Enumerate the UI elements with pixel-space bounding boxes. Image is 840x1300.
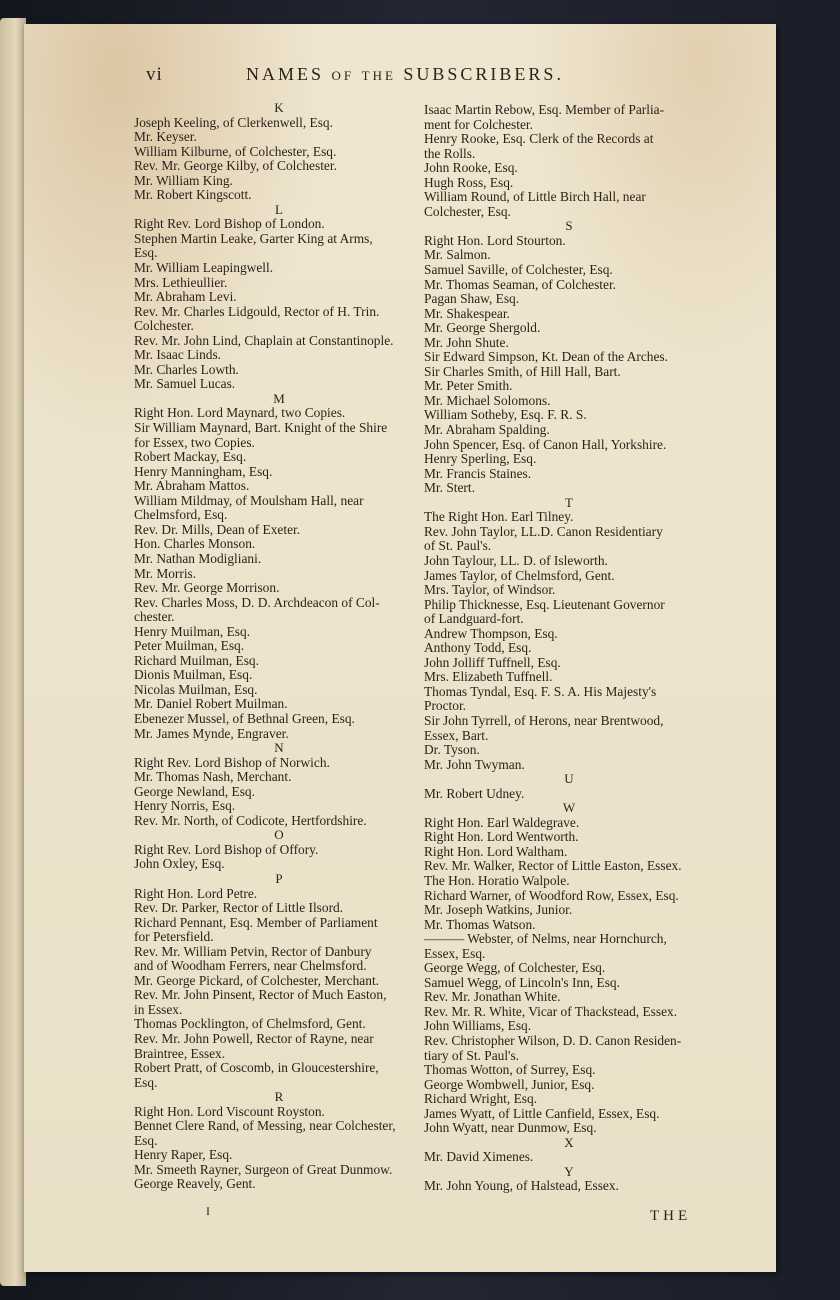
page-number: vi [146, 64, 163, 85]
subscriber-entry: Proctor. [424, 698, 467, 714]
subscribers-column-left [134, 101, 424, 1192]
subscriber-entry: John Jolliff Tuffnell, Esq. [424, 654, 561, 670]
subscriber-entry: John Oxley, Esq. [134, 856, 225, 872]
subscriber-entry: chester. [134, 609, 175, 625]
subscriber-entry: Andrew Thompson, Esq. [424, 625, 558, 641]
subscriber-entry: Mr. Abraham Mattos. [134, 478, 250, 494]
previous-page-edge [0, 18, 26, 1286]
subscriber-entry: Henry Sperling, Esq. [424, 451, 537, 467]
section-letter: K [274, 100, 284, 115]
subscriber-entry: John Williams, Esq. [424, 1018, 532, 1034]
subscriber-entry: Mr. Robert Udney. [424, 785, 525, 801]
subscriber-entry: Sir William Maynard, Bart. Knight of the Shire [134, 420, 388, 436]
subscriber-entry: Joseph Keeling, of Clerkenwell, Esq. [134, 114, 333, 130]
section-letter: N [274, 740, 284, 756]
subscriber-entry: George Newland, Esq. [134, 783, 255, 799]
subscriber-entry: Mr. Isaac Linds. [134, 347, 222, 363]
subscriber-entry: Mr. Shakespear. [424, 305, 510, 321]
subscriber-entry: Mr. George Shergold. [424, 320, 541, 336]
section-letter: P [275, 870, 283, 886]
section-letter: Y [564, 1163, 574, 1179]
subscriber-entry: The Right Hon. Earl Tilney. [424, 509, 574, 525]
subscriber-entry: Mr. David Ximenes. [424, 1149, 534, 1165]
subscriber-entry: Rev. Mr. George Kilby, of Colchester. [134, 158, 337, 174]
subscriber-entry: John Spencer, Esq. of Canon Hall, Yorkshire. [424, 436, 667, 452]
subscriber-entry: Essex, Esq. [424, 945, 486, 961]
subscriber-entry: William Kilburne, of Colchester, Esq. [134, 143, 337, 159]
subscriber-entry: Mr. Smeeth Rayner, Surgeon of Great Dunmow. [134, 1161, 393, 1177]
subscriber-entry: Richard Muilman, Esq. [134, 652, 259, 668]
subscriber-entry: Mr. James Mynde, Engraver. [134, 725, 289, 741]
subscriber-entry: Richard Pennant, Esq. Member of Parliament [134, 914, 378, 930]
section-letter: L [275, 201, 283, 217]
subscriber-entry: of St. Paul's. [424, 538, 492, 554]
subscriber-entry: Rev. Mr. George Morrison. [134, 580, 280, 596]
subscriber-entry: for Petersfield. [134, 929, 214, 945]
subscriber-entry: William Mildmay, of Moulsham Hall, near [134, 492, 364, 508]
subscriber-entry: Mr. Abraham Spalding. [424, 422, 550, 438]
subscriber-entry: in Essex. [134, 1001, 183, 1017]
subscriber-entry: John Rooke, Esq. [424, 160, 518, 176]
subscriber-entry: Thomas Pocklington, of Chelmsford, Gent. [134, 1016, 366, 1032]
subscriber-entry: Sir Edward Simpson, Kt. Dean of the Arches. [424, 349, 668, 365]
subscriber-entry: The Hon. Horatio Walpole. [424, 872, 570, 888]
subscriber-entry: Isaac Martin Rebow, Esq. Member of Parlia- [424, 102, 665, 117]
subscriber-entry: Right Hon. Lord Waltham. [424, 843, 568, 859]
subscriber-entry: ment for Colchester. [424, 116, 533, 132]
page-header [146, 64, 626, 90]
subscriber-entry: Rev. Dr. Parker, Rector of Little Ilsord. [134, 900, 344, 916]
subscriber-entry: Hugh Ross, Esq. [424, 174, 514, 190]
subscriber-entry: Henry Norris, Esq. [134, 798, 236, 814]
subscriber-entry: Henry Raper, Esq. [134, 1147, 233, 1163]
subscriber-entry: Mr. Thomas Nash, Merchant. [134, 769, 292, 785]
section-letter: S [565, 218, 573, 234]
subscriber-entry: Mr. Morris. [134, 565, 197, 581]
subscriber-entry: Dr. Tyson. [424, 742, 480, 758]
subscriber-entry: Mr. John Young, of Halstead, Essex. [424, 1178, 619, 1194]
subscriber-entry: Mr. Keyser. [134, 129, 197, 145]
subscriber-entry: Mr. William King. [134, 172, 233, 188]
subscriber-entry: Hon. Charles Monson. [134, 536, 256, 552]
subscriber-entry: Mr. Joseph Watkins, Junior. [424, 902, 573, 918]
subscriber-entry: James Taylor, of Chelmsford, Gent. [424, 567, 615, 583]
subscriber-entry: Right Hon. Lord Stourton. [424, 232, 566, 248]
subscriber-entry: and of Woodham Ferrers, near Chelmsford. [134, 958, 367, 974]
subscriber-entry: Rev. Mr. Charles Lidgould, Rector of H. Trin. [134, 303, 380, 319]
section-letter: W [562, 800, 576, 816]
subscriber-entry: Mr. William Leapingwell. [134, 260, 274, 276]
subscriber-entry: Mr. Thomas Watson. [424, 916, 536, 932]
subscriber-entry: Mr. Francis Staines. [424, 465, 532, 481]
section-letter: R [274, 1089, 284, 1105]
subscriber-entry: Rev. Christopher Wilson, D. D. Canon Residen- [424, 1033, 682, 1048]
subscriber-entry: Henry Rooke, Esq. Clerk of the Records at [424, 131, 654, 147]
subscriber-entry: ——— Webster, of Nelms, near Hornchurch, [424, 931, 667, 947]
subscriber-entry: Ebenezer Mussel, of Bethnal Green, Esq. [134, 710, 355, 726]
subscriber-entry: Mrs. Taylor, of Windsor. [424, 582, 556, 598]
subscriber-entry: Mr. Stert. [424, 480, 475, 496]
subscriber-entry: John Taylour, LL. D. of Isleworth. [424, 552, 608, 568]
subscriber-entry: Esq. [134, 1132, 158, 1148]
subscriber-entry: Rev. Charles Moss, D. D. Archdeacon of Col- [134, 594, 380, 610]
subscriber-entry: Robert Mackay, Esq. [134, 449, 247, 465]
subscriber-entry: Right Hon. Lord Wentworth. [424, 829, 579, 845]
subscriber-entry: of Landguard-fort. [424, 611, 524, 627]
subscriber-entry: William Sotheby, Esq. F. R. S. [424, 407, 587, 423]
subscriber-entry: Rev. Mr. Walker, Rector of Little Easton, Essex. [424, 858, 682, 874]
subscriber-entry: tiary of St. Paul's. [424, 1047, 520, 1063]
subscriber-entry: Rev. Mr. North, of Codicote, Hertfordshire. [134, 812, 367, 828]
subscriber-entry: the Rolls. [424, 145, 476, 161]
subscriber-entry: Mr. Salmon. [424, 247, 491, 263]
subscriber-entry: Peter Muilman, Esq. [134, 638, 245, 654]
subscriber-entry: Samuel Wegg, of Lincoln's Inn, Esq. [424, 974, 620, 990]
subscriber-entry: Right Rev. Lord Bishop of Offory. [134, 841, 319, 857]
subscriber-entry: Richard Wright, Esq. [424, 1091, 538, 1107]
subscriber-entry: Essex, Bart. [424, 727, 489, 743]
section-letter: O [274, 827, 284, 843]
subscriber-entry: Rev. Mr. John Pinsent, Rector of Much Easton, [134, 987, 387, 1003]
subscriber-entry: for Essex, two Copies. [134, 434, 255, 450]
subscriber-entry: Mrs. Lethieullier. [134, 274, 228, 290]
section-letter: X [564, 1134, 574, 1150]
subscriber-entry: Esq. [134, 1074, 158, 1090]
subscriber-entry: James Wyatt, of Little Canfield, Essex, Esq. [424, 1105, 660, 1121]
subscriber-entry: Henry Muilman, Esq. [134, 623, 251, 639]
subscriber-entry: Dionis Muilman, Esq. [134, 667, 253, 683]
subscriber-entry: Colchester. [134, 318, 194, 334]
subscriber-entry: Thomas Tyndal, Esq. F. S. A. His Majesty's [424, 683, 657, 699]
subscriber-entry: Right Hon. Lord Viscount Royston. [134, 1103, 325, 1119]
subscriber-entry: Mr. Daniel Robert Muilman. [134, 696, 288, 712]
subscriber-entry: Bennet Clere Rand, of Messing, near Colchester, [134, 1118, 396, 1134]
subscriber-entry: Thomas Wotton, of Surrey, Esq. [424, 1062, 596, 1078]
subscriber-entry: Rev. Mr. Jonathan White. [424, 989, 561, 1005]
subscriber-entry: Right Rev. Lord Bishop of Norwich. [134, 754, 330, 770]
subscriber-entry: Rev. Mr. R. White, Vicar of Thackstead, Essex. [424, 1003, 678, 1019]
subscriber-entry: Esq. [134, 245, 158, 261]
subscriber-entry: Mr. John Shute. [424, 334, 509, 350]
subscriber-entry: Rev. Mr. John Powell, Rector of Rayne, near [134, 1031, 374, 1046]
subscriber-entry: Sir John Tyrrell, of Herons, near Brentwood, [424, 712, 664, 728]
running-title: NAMES of the SUBSCRIBERS. [246, 64, 564, 84]
subscriber-entry: William Round, of Little Birch Hall, near [424, 189, 646, 205]
subscriber-entry: Mr. Charles Lowth. [134, 361, 239, 377]
subscriber-entry: Mr. John Twyman. [424, 756, 525, 772]
subscriber-entry: Right Hon. Earl Waldegrave. [424, 814, 580, 830]
subscriber-entry: Mr. Michael Solomons. [424, 392, 551, 408]
subscriber-entry: Rev. Mr. William Petvin, Rector of Danbury [134, 943, 372, 959]
subscriber-entry: Mr. George Pickard, of Colchester, Merchant. [134, 972, 380, 988]
section-letter: T [565, 494, 573, 510]
subscriber-entry: Right Hon. Lord Petre. [134, 885, 258, 901]
subscriber-entry: Right Rev. Lord Bishop of London. [134, 216, 325, 232]
subscriber-entry: Samuel Saville, of Colchester, Esq. [424, 262, 613, 278]
subscribers-column-right [424, 103, 714, 1194]
subscriber-entry: George Reavely, Gent. [134, 1176, 256, 1192]
subscriber-entry: Mr. Thomas Seaman, of Colchester. [424, 276, 617, 292]
subscriber-entry: John Wyatt, near Dunmow, Esq. [424, 1120, 597, 1136]
subscriber-entry: Colchester, Esq. [424, 203, 511, 219]
subscriber-entry: Rev. Mr. John Lind, Chaplain at Constantinople. [134, 332, 394, 348]
section-letter: U [564, 771, 574, 787]
subscriber-entry: Nicolas Muilman, Esq. [134, 681, 258, 697]
subscriber-entry: Mr. Abraham Levi. [134, 289, 237, 305]
section-letter: M [273, 390, 285, 406]
subscriber-entry: Mr. Samuel Lucas. [134, 376, 236, 392]
subscriber-entry: Philip Thicknesse, Esq. Lieutenant Governor [424, 596, 665, 612]
subscriber-entry: Rev. John Taylor, LL.D. Canon Residentiary [424, 523, 663, 539]
subscriber-entry: Braintree, Essex. [134, 1045, 226, 1061]
subscriber-entry: Stephen Martin Leake, Garter King at Arms, [134, 230, 373, 246]
subscriber-entry: Richard Warner, of Woodford Row, Essex, Esq. [424, 887, 679, 903]
subscriber-entry: George Wombwell, Junior, Esq. [424, 1076, 595, 1092]
subscriber-entry: George Wegg, of Colchester, Esq. [424, 960, 606, 976]
subscriber-entry: Mr. Nathan Modigliani. [134, 550, 262, 566]
subscriber-entry: Chelmsford, Esq. [134, 507, 228, 523]
catchword: THE [650, 1208, 692, 1224]
subscriber-entry: Mrs. Elizabeth Tuffnell. [424, 669, 553, 685]
subscriber-entry: Right Hon. Lord Maynard, two Copies. [134, 405, 346, 421]
subscriber-entry: Robert Pratt, of Coscomb, in Gloucestershire, [134, 1060, 379, 1076]
subscriber-entry: Henry Manningham, Esq. [134, 463, 273, 479]
subscriber-entry: Anthony Todd, Esq. [424, 640, 532, 656]
subscriber-entry: Rev. Dr. Mills, Dean of Exeter. [134, 521, 301, 537]
subscriber-entry: Mr. Peter Smith. [424, 378, 513, 394]
subscriber-entry: Mr. Robert Kingscott. [134, 187, 252, 203]
subscriber-entry: Pagan Shaw, Esq. [424, 291, 520, 307]
subscriber-entry: Sir Charles Smith, of Hill Hall, Bart. [424, 363, 621, 379]
signature-mark: I [206, 1204, 210, 1218]
